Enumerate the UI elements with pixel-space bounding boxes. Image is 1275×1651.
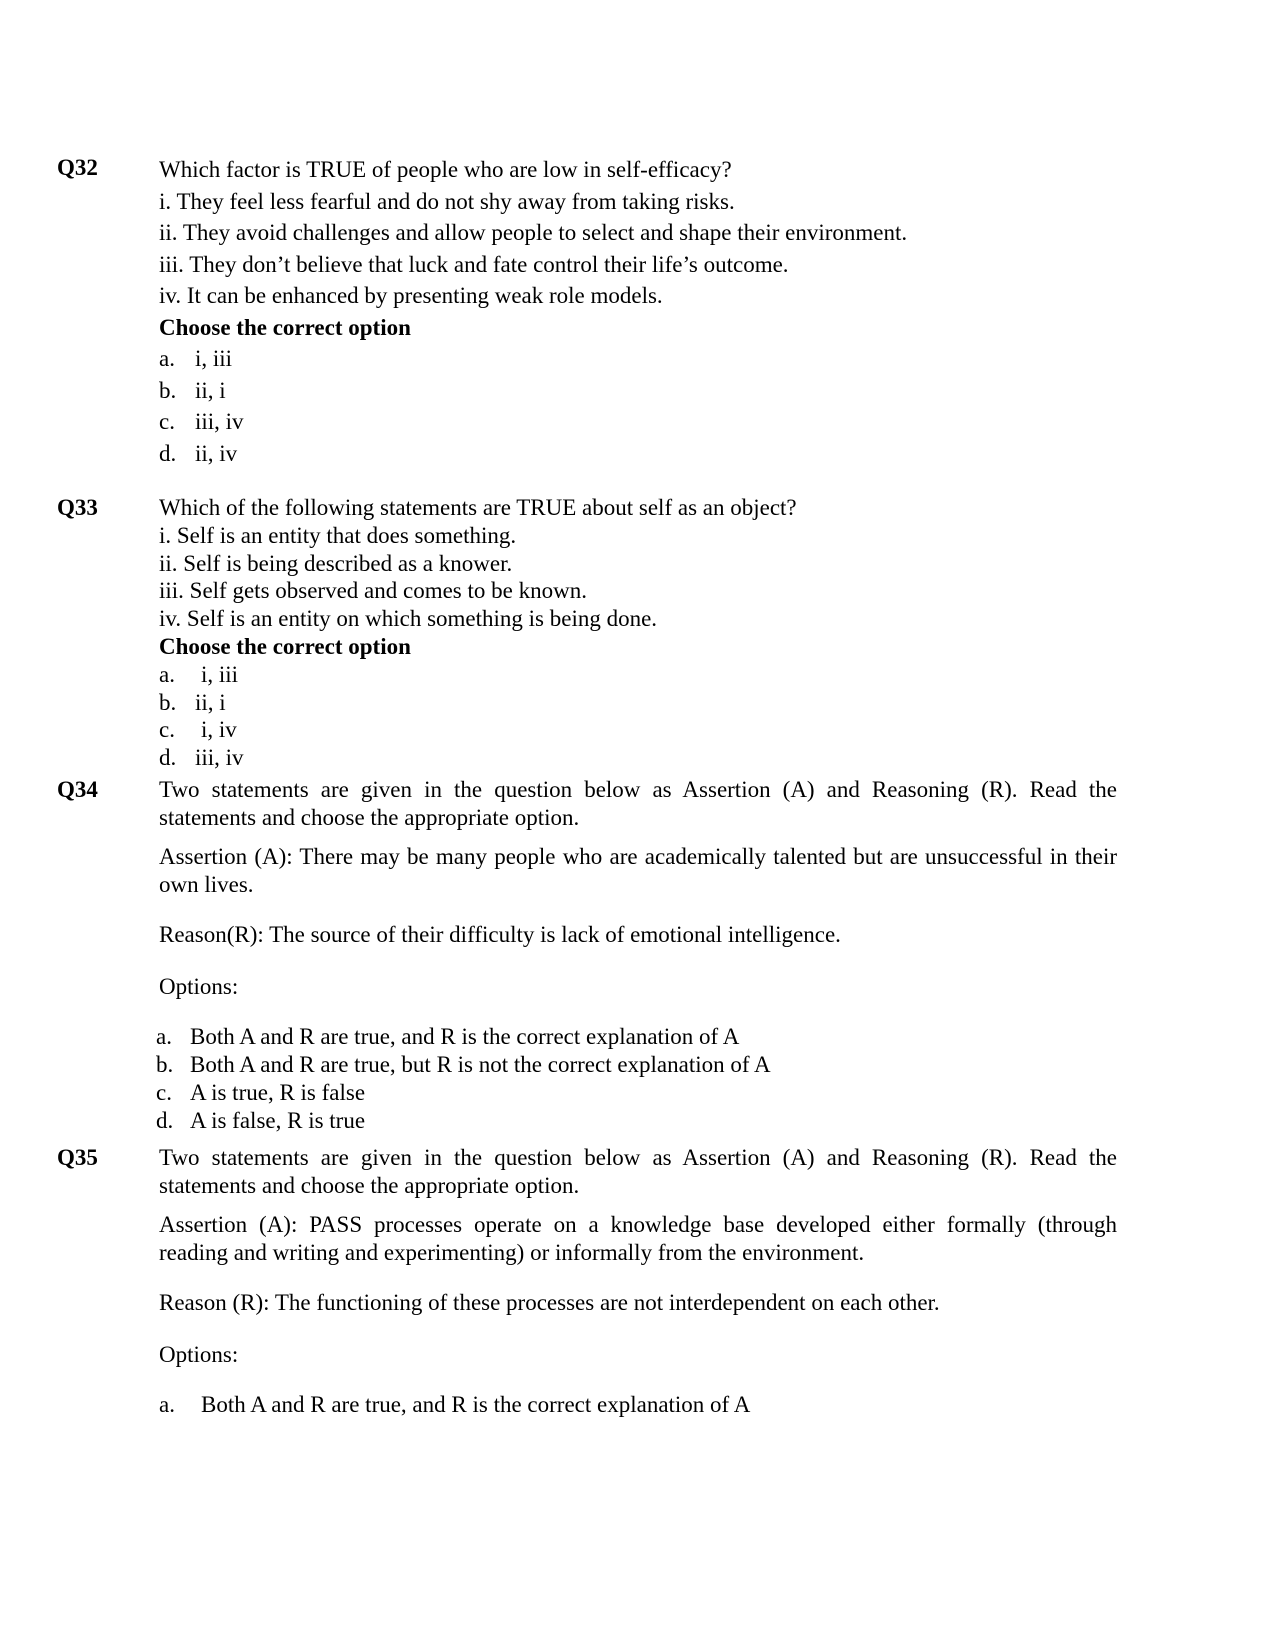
option-c: c. i, iv — [159, 717, 237, 743]
option-c: c. A is true, R is false — [156, 1080, 366, 1105]
statement-iv: iv. It can be enhanced by presenting weak role models. — [159, 283, 663, 308]
question-number: Q34 — [57, 777, 98, 802]
option-a: a. i, iii — [159, 661, 239, 687]
option-a: a. Both A and R are true, and R is the correct explanation of A — [159, 1392, 751, 1417]
option-a: a. i, iii — [159, 346, 233, 371]
question-number: Q35 — [57, 1145, 98, 1170]
statement-i: i. Self is an entity that does something. — [159, 522, 517, 548]
question-intro: Two statements are given in the question below as Assertion (A) and Reasoning (R). Read the statements and choose the appropriate option. — [159, 777, 1117, 830]
question-stem: Which of the following statements are TRUE about self as an object? — [159, 495, 797, 520]
question-q34 — [57, 776, 1137, 1135]
options-label: Options: — [159, 1342, 239, 1367]
choose-instruction: Choose the correct option — [159, 314, 411, 340]
assertion-text: Assertion (A): PASS processes operate on a knowledge base developed either formally (through reading and writing and experimenting) or informally from the environment. — [159, 1212, 1117, 1265]
option-b: b. ii, i — [159, 377, 226, 403]
question-number: Q32 — [57, 155, 98, 180]
question-intro: Two statements are given in the question below as Assertion (A) and Reasoning (R). Read the statements and choose the appropriate option. — [159, 1145, 1117, 1198]
option-d: d. ii, iv — [159, 440, 238, 466]
options-label: Options: — [159, 974, 239, 999]
reason-text: Reason (R): The functioning of these processes are not interdependent on each other. — [159, 1290, 940, 1315]
statement-ii: ii. Self is being described as a knower. — [159, 550, 513, 576]
question-q33 — [57, 494, 1137, 772]
choose-instruction: Choose the correct option — [159, 633, 411, 659]
statement-iii: iii. Self gets observed and comes to be known. — [159, 578, 587, 604]
option-d: d. iii, iv — [159, 745, 244, 771]
option-c: c. iii, iv — [159, 409, 244, 434]
question-stem: Which factor is TRUE of people who are low in self-efficacy? — [159, 157, 732, 182]
option-b: b. ii, i — [159, 689, 226, 715]
statement-iii: iii. They don’t believe that luck and fate control their life’s outcome. — [159, 251, 789, 277]
question-q32 — [57, 154, 1137, 469]
question-number: Q33 — [57, 495, 98, 520]
option-d: d. A is false, R is true — [156, 1108, 366, 1133]
statement-i: i. They feel less fearful and do not shy away from taking risks. — [159, 188, 735, 214]
assertion-text: Assertion (A): There may be many people who are academically talented but are unsuccessful in their own lives. — [159, 844, 1117, 897]
question-q35 — [57, 1144, 1137, 1419]
option-b: b. Both A and R are true, but R is not the correct explanation of A — [156, 1052, 771, 1077]
statement-iv: iv. Self is an entity on which something is being done. — [159, 606, 658, 632]
option-a: a. Both A and R are true, and R is the correct explanation of A — [156, 1024, 740, 1049]
reason-text: Reason(R): The source of their difficulty is lack of emotional intelligence. — [159, 922, 841, 947]
statement-ii: ii. They avoid challenges and allow people to select and shape their environment. — [159, 220, 908, 245]
